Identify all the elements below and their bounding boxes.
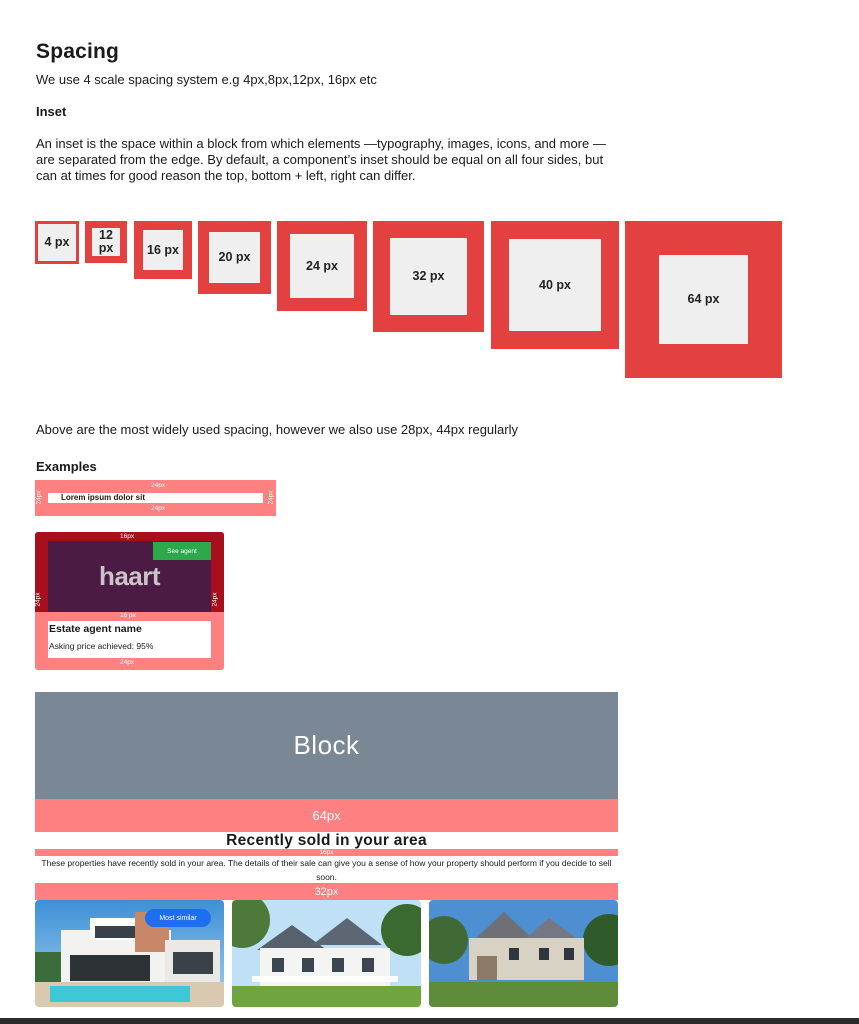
text-bar: [48, 493, 263, 503]
window-bottom-bar: [0, 1018, 859, 1024]
spacing-right-label: 24px: [267, 490, 275, 505]
inset-label: 40 px: [509, 239, 601, 331]
example-text-bar: [35, 480, 276, 516]
inset-label: 20 px: [209, 232, 260, 283]
spacing-note: Above are the most widely used spacing, however we also use 28px, 44px regularly: [36, 422, 518, 437]
inset-sample-40: [491, 221, 619, 349]
inset-sample-32: [373, 221, 484, 332]
recently-sold-description: These properties have recently sold in your area. The details of their sale can give you a sense of how your property should perform if you decide to sell soon.: [41, 858, 612, 882]
spacing-left-label: 24px: [34, 592, 42, 607]
page-title: Spacing: [36, 40, 120, 63]
example-agent-card: [35, 532, 224, 670]
inset-sample-20: [198, 221, 271, 294]
text-bar-label: Lorem ipsum dolor sit: [61, 493, 146, 502]
spacing-top-label: 24px: [151, 482, 166, 489]
spacing-top-label: 16px: [120, 533, 135, 540]
inset-heading: Inset: [36, 104, 67, 119]
spacing-band-16: 16px: [35, 849, 618, 856]
inset-label: 24 px: [290, 234, 354, 298]
spacing-left-label: 24px: [35, 490, 43, 505]
spacing-bottom-label: 24px: [120, 659, 135, 666]
agent-details: [48, 621, 211, 658]
asking-price: Asking price achieved: 95%: [49, 641, 154, 651]
haart-logo: haart: [98, 561, 161, 591]
see-agent-button[interactable]: See agent: [153, 542, 211, 560]
inset-sample-4: [35, 221, 79, 264]
inset-sample-24: [277, 221, 367, 311]
inset-label: 16 px: [143, 230, 183, 270]
inset-label: 12 px: [92, 228, 120, 256]
most-similar-badge: Most similar: [145, 909, 211, 927]
property-photo[interactable]: [35, 900, 224, 1007]
spacing-band-64: 64px: [35, 799, 618, 832]
examples-heading: Examples: [36, 459, 97, 474]
inset-label: 4 px: [38, 224, 76, 261]
inset-label: 64 px: [659, 255, 748, 344]
agent-name: Estate agent name: [49, 623, 142, 635]
property-photo[interactable]: [429, 900, 618, 1007]
property-photo[interactable]: [232, 900, 421, 1007]
recently-sold-title: Recently sold in your area: [226, 832, 427, 849]
spacing-band-32: 32px: [35, 883, 618, 900]
spacing-right-label: 24px: [211, 592, 219, 607]
inset-description: An inset is the space within a block from which elements —typography, images, icons, and more — are separated from the edge. By default, a component’s inset should be equal on all four sides, but can at times for good reason the top, bottom + left, right can differ.: [36, 136, 606, 183]
inset-sample-64: [625, 221, 782, 378]
spacing-mid-label: 16 px: [120, 612, 136, 619]
block-placeholder: Block: [35, 692, 618, 799]
inset-label: 32 px: [390, 238, 467, 315]
spacing-bottom-label: 24px: [151, 505, 166, 512]
inset-sample-12: [85, 221, 127, 263]
intro-text: We use 4 scale spacing system e.g 4px,8px,12px, 16px etc: [36, 72, 377, 87]
inset-sample-16: [134, 221, 192, 279]
